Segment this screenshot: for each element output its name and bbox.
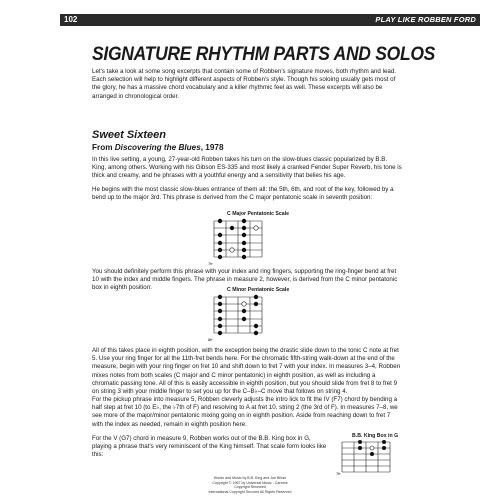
diagram-3-fret-label: 7fr — [336, 471, 341, 476]
section-heading: SIGNATURE RHYTHM PARTS AND SOLOS — [92, 44, 436, 65]
song-source: From Discovering the Blues, 1978 — [92, 143, 224, 152]
diagram-2-title: C Minor Pentatonic Scale — [227, 287, 290, 293]
paragraph-2: He begins with the most classic slow-blues entrance of them all: the 5th, 6th, and root of the key, followed by a bend up to the major 3rd. This phrase is derived from the C major pentatonic scale in seventh position: — [92, 186, 394, 202]
paragraph-4: All of this takes place in eighth position, with the exception being the drastic slide down to the tonic C note at fret 5. Use your ring finger for all the 11th-fret bends here. For the chromatic fifth-string walk-down at the end of the measure, begin with your ring finger on fret 10 and shift down to fret 7 with your index. In measures 3–4, Robben mixes notes from both scales (C major and C minor pentatonic) in eighth position, as well as including a chromatic passing tone. All of this is easily accessible in eighth position, but you should slide from fret 8 to fret 9 on string 3 with your middle finger to set you up for the C–B♭–C move that follows on string 4. — [92, 347, 401, 396]
paragraph-1: In this live setting, a young, 27-year-old Robben takes his turn on the slow-blues classic popularized by B.B. King, among others. Working with his Gibson ES-335 and most likely a cranked Fender Super Reverb, his tone is thick and creamy, and he phrases with a youthful energy and a sensitivity that belies his age. — [92, 156, 402, 180]
diagram-1-title: C Major Pentatonic Scale — [227, 211, 289, 217]
paragraph-3: You should definitely perform this phrase with your index and ring fingers, supporting the ring-finger bend at fret 10 with the index and middle fingers. The phrase in measure 2, however, is derived from the C minor pentatonic box in eighth position: — [92, 268, 398, 292]
book-title: PLAY LIKE ROBBEN FORD — [375, 15, 476, 24]
page-header — [0, 0, 500, 40]
c-minor-pentatonic-diagram — [208, 293, 278, 341]
bb-king-box-diagram — [336, 439, 406, 477]
intro-paragraph: Let's take a look at some song excerpts that contain some of Robben's signature moves, both rhythm and lead. Each selection will help to highlight different aspects of Robben's style. Though his soloing usually gets most of the glory, he has a massive chord vocabulary and a killer rhythmic feel as well. These excerpts will also be arranged in chronological order. — [92, 68, 397, 100]
diagram-3-title: B.B. King Box in G — [352, 433, 399, 439]
copyright-footer: Words and Music by B.B. King and Joe Bihari Copyright © 1967 by Universal Music - Careers Copyright Renewed International Copyright Secured All Rights Reserved — [208, 476, 292, 494]
diagram-1-fret-label: 7fr — [208, 261, 213, 266]
paragraph-6: For the V (G7) chord in measure 9, Robben works out of the B.B. King box in G, playing a phrase that's very reminiscent of the King himself. That scale form looks like this: — [92, 435, 327, 459]
song-title: Sweet Sixteen — [92, 129, 166, 141]
c-major-pentatonic-diagram — [208, 217, 278, 265]
paragraph-5: For the pickup phrase into measure 5, Robben cleverly adjusts the intro lick to fit the IV (F7) chord by bending a half step at fret 10 (to E♭, the ♭7th of F) and resolving to A at fret 10, string 2 (the 3rd of F). In measures 7–8, we see more of the major/minor pentatonic mixing going on in eighth position. Aside from reaching down to fret 7 with the index as needed, remain in eighth position here. — [92, 396, 398, 428]
diagram-2-fret-label: 8fr — [208, 337, 213, 342]
page-number: 102 — [64, 15, 78, 24]
